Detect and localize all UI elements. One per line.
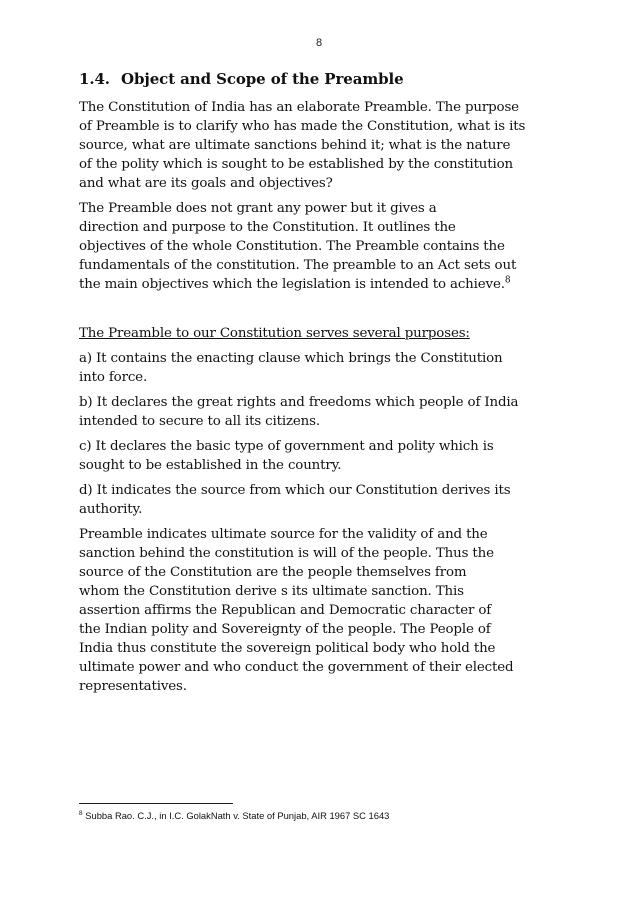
text-line: Preamble indicates ultimate source for the validity of and the <box>79 527 488 542</box>
text-line: a) It contains the enacting clause which brings the Constitution <box>79 351 503 366</box>
text-line: the Indian polity and Sovereignty of the people. The People of <box>79 622 491 637</box>
text-line: direction and purpose to the Constitution. It outlines the <box>79 220 456 235</box>
purposes-heading: The Preamble to our Constitution serves several purposes: <box>79 326 470 341</box>
text-line: source of the Constitution are the people themselves from <box>79 565 467 580</box>
text-line: the main objectives which the legislation is intended to achieve. <box>79 277 505 292</box>
footnote-reference[interactable]: 8 <box>504 275 511 286</box>
text-line: and what are its goals and objectives? <box>79 176 333 191</box>
text-line: fundamentals of the constitution. The preamble to an Act sets out <box>79 258 517 273</box>
page-number: 8 <box>315 37 323 49</box>
page-content <box>79 70 565 696</box>
text-line: into force. <box>79 370 148 385</box>
paragraph-direction <box>79 199 565 294</box>
purpose-item-d <box>79 481 565 519</box>
text-line: source, what are ultimate sanctions behind it; what is the nature <box>79 138 511 153</box>
text-line: b) It declares the great rights and freedoms which people of India <box>79 395 519 410</box>
text-line: representatives. <box>79 679 187 694</box>
text-line: The Constitution of India has an elaborate Preamble. The purpose <box>79 100 519 115</box>
text-line: of Preamble is to clarify who has made the Constitution, what is its <box>79 119 526 134</box>
text-line: objectives of the whole Constitution. The Preamble contains the <box>79 239 505 254</box>
section-number: 1.4. <box>79 70 110 88</box>
paragraph-ultimate-source <box>79 525 565 696</box>
purpose-item-a <box>79 349 565 387</box>
text-line: intended to secure to all its citizens. <box>79 414 320 429</box>
text-line: c) It declares the basic type of government and polity which is <box>79 439 494 454</box>
section-heading <box>79 70 565 88</box>
purpose-item-b <box>79 393 565 431</box>
text-line: ultimate power and who conduct the government of their elected <box>79 660 514 675</box>
footnote-number: 8 <box>79 809 83 817</box>
text-line: authority. <box>79 502 143 517</box>
purpose-item-c <box>79 437 565 475</box>
text-line: assertion affirms the Republican and Democratic character of <box>79 603 492 618</box>
footnote-text: Subba Rao. C.J., in I.C. GolakNath v. State of Punjab, AIR 1967 SC 1643 <box>85 810 390 821</box>
text-line: sought to be established in the country. <box>79 458 342 473</box>
text-line: d) It indicates the source from which our Constitution derives its <box>79 483 511 498</box>
footnote-separator <box>79 803 233 804</box>
footnote <box>79 810 389 821</box>
text-line: whom the Constitution derive s its ultimate sanction. This <box>79 584 464 599</box>
text-line: of the polity which is sought to be established by the constitution <box>79 157 514 172</box>
paragraph-intro <box>79 98 565 193</box>
text-line: sanction behind the constitution is will of the people. Thus the <box>79 546 494 561</box>
text-line: India thus constitute the sovereign political body who hold the <box>79 641 496 656</box>
section-title: Object and Scope of the Preamble <box>121 70 404 88</box>
text-line: The Preamble does not grant any power but it gives a <box>79 201 437 216</box>
